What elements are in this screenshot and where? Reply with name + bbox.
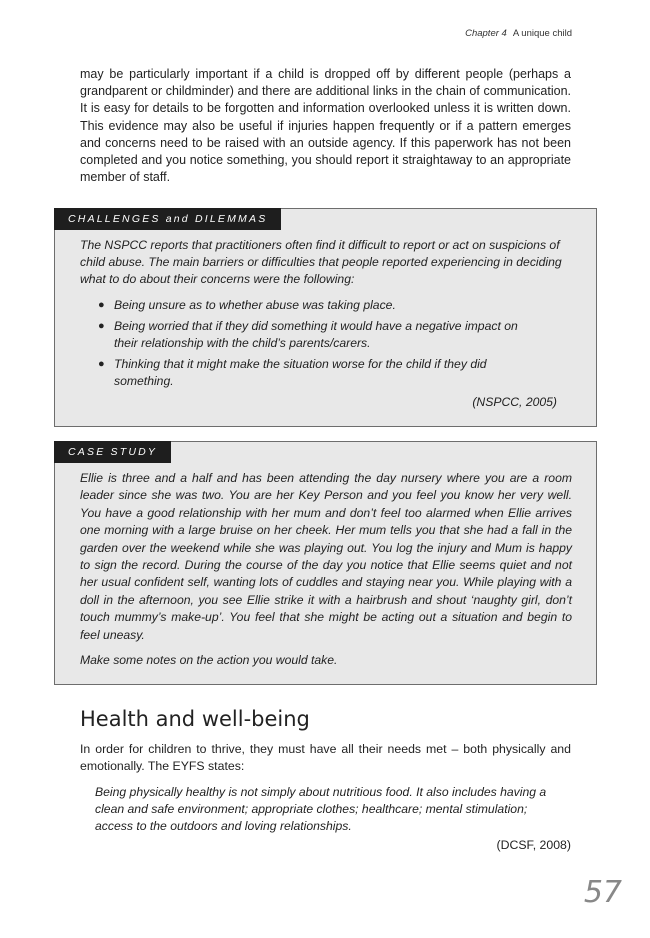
challenges-bullet: ● Being worried that if they did something it would have a negative impact on their relationship with the child’s parents/carers.: [98, 318, 518, 351]
bullet-icon: ●: [98, 358, 105, 371]
challenges-bullet-list: [80, 297, 530, 391]
health-paragraph: In order for children to thrive, they must have all their needs met – both physically and emotionally. The EYFS states:: [80, 742, 571, 774]
chapter-number: Chapter 4: [465, 28, 507, 39]
challenges-dilemmas-box: [54, 208, 597, 427]
challenges-citation: (NSPCC, 2005): [472, 394, 557, 409]
running-head: [465, 28, 572, 39]
case-study-task: Make some notes on the action you would take.: [80, 653, 338, 668]
challenges-dilemmas-label: CHALLENGES and DILEMMAS: [54, 208, 281, 230]
challenges-bullet: ● Being unsure as to whether abuse was taking place.: [80, 297, 530, 314]
dcsf-citation: (DCSF, 2008): [496, 838, 571, 852]
section-heading: Health and well-being: [80, 707, 310, 731]
challenges-bullet: ● Thinking that it might make the situation worse for the child if they did something.: [98, 357, 487, 389]
bullet-icon: ●: [98, 298, 105, 311]
chapter-title: A unique child: [512, 28, 572, 39]
challenges-intro: The NSPCC reports that practitioners often find it difficult to report or act on suspicions of child abuse. The main barriers or difficulties that people reported experiencing in deciding what to do about their concerns were the following:: [80, 238, 562, 287]
intro-paragraph: may be particularly important if a child is dropped off by different people (perhaps a grandparent or childminder) and there are additional links in the chain of communication. It is easy for details to be forgotten and information overlooked unless it is written down. This evidence may also be useful if injuries happen frequently or if a pattern emerges and concerns need to be raised with an outside agency. If this paperwork has not been completed and you notice something, you should report it straightaway to an appropriate member of staff.: [80, 67, 571, 185]
page-number: 57: [583, 875, 622, 910]
challenges-content: [80, 237, 573, 411]
eyfs-quote: Being physically healthy is not simply about nutritious food. It also includes having a clean and safe environment; appropriate clothes; healthcare; mental stimulation; access to the outdoors and loving relationships.: [95, 785, 547, 834]
case-study-label: CASE STUDY: [54, 441, 171, 463]
case-study-content: [80, 470, 572, 669]
bullet-icon: ●: [98, 319, 105, 332]
case-study-body: Ellie is three and a half and has been attending the day nursery where you are a room leader since she was two. You are her Key Person and you feel you know her very well. You have a good relationship with her mum and don’t feel too alarmed when Ellie arrives one morning with a large bruise on her cheek. Her mum tells you that she had a fall in the garden over the weekend while she was playing out. You log the injury and Mum is happy to sign the record. During the course of the day you notice that Ellie seems quiet and not her usual confident self, wanting lots of cuddles and staying near you. While playing with a doll in the afternoon, you see Ellie strike it with a hairbrush and shout ‘naughty girl, don’t touch mummy’s make-up’. You feel that she might be acting out a situation and begin to feel uneasy.: [80, 471, 572, 642]
case-study-box: [54, 441, 597, 685]
